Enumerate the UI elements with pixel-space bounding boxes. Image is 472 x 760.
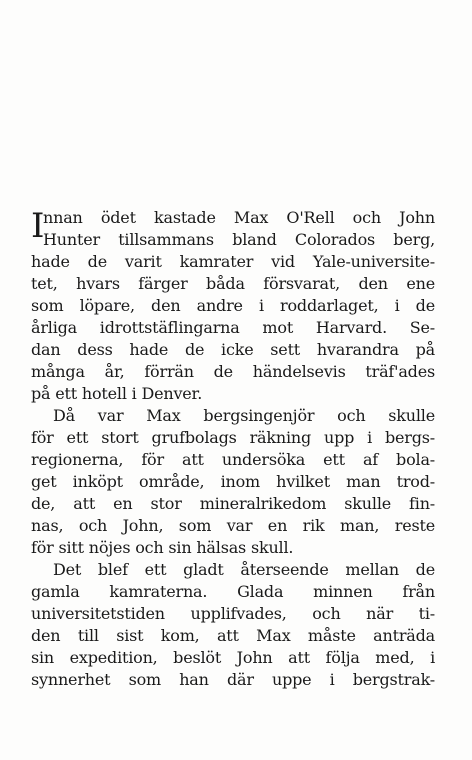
text-line: för ett stort grufbolags räkning upp i bergs- <box>31 428 435 447</box>
text-line: tet, hvars färger båda försvarat, den ene <box>31 274 435 293</box>
paragraph-2 <box>31 405 435 559</box>
text-line: get inköpt område, inom hvilket man trod- <box>31 472 435 491</box>
text-line: hade de varit kamrater vid Yale-universite- <box>31 252 435 271</box>
text-line: dan dess hade de icke sett hvarandra på <box>31 340 435 359</box>
text-line: den till sist kom, att Max måste anträda <box>31 626 435 645</box>
text-line: nnan ödet kastade Max O'Rell och John <box>43 208 435 227</box>
text-line: de, att en stor mineralrikedom skulle fin- <box>31 494 435 513</box>
text-line: på ett hotell i Denver. <box>31 384 203 403</box>
text-line: synnerhet som han där uppe i bergstrak- <box>31 670 435 689</box>
text-line: årliga idrottstäflingarna mot Harvard. Se- <box>31 318 435 337</box>
text-line: för sitt nöjes och sin hälsas skull. <box>31 538 294 557</box>
paragraph-1 <box>31 207 435 405</box>
paragraph-3 <box>31 559 435 691</box>
drop-initial: I <box>31 206 45 246</box>
text-line: som löpare, den andre i roddarlaget, i de <box>31 296 435 315</box>
text-line: Då var Max bergsingenjör och skulle <box>53 406 435 425</box>
text-line: universitetstiden upplifvades, och när ti- <box>31 604 435 623</box>
text-line: gamla kamraterna. Glada minnen från <box>31 582 435 601</box>
body-text <box>31 207 435 691</box>
text-line: sin expedition, beslöt John att följa med, i <box>31 648 435 667</box>
text-line: regionerna, för att undersöka ett af bola- <box>31 450 435 469</box>
text-line: nas, och John, som var en rik man, reste <box>31 516 435 535</box>
text-line: Det blef ett gladt återseende mellan de <box>53 560 435 579</box>
text-line: Hunter tillsammans bland Colorados berg, <box>43 230 435 249</box>
text-line: många år, förrän de händelsevis träf'ades <box>31 362 435 381</box>
